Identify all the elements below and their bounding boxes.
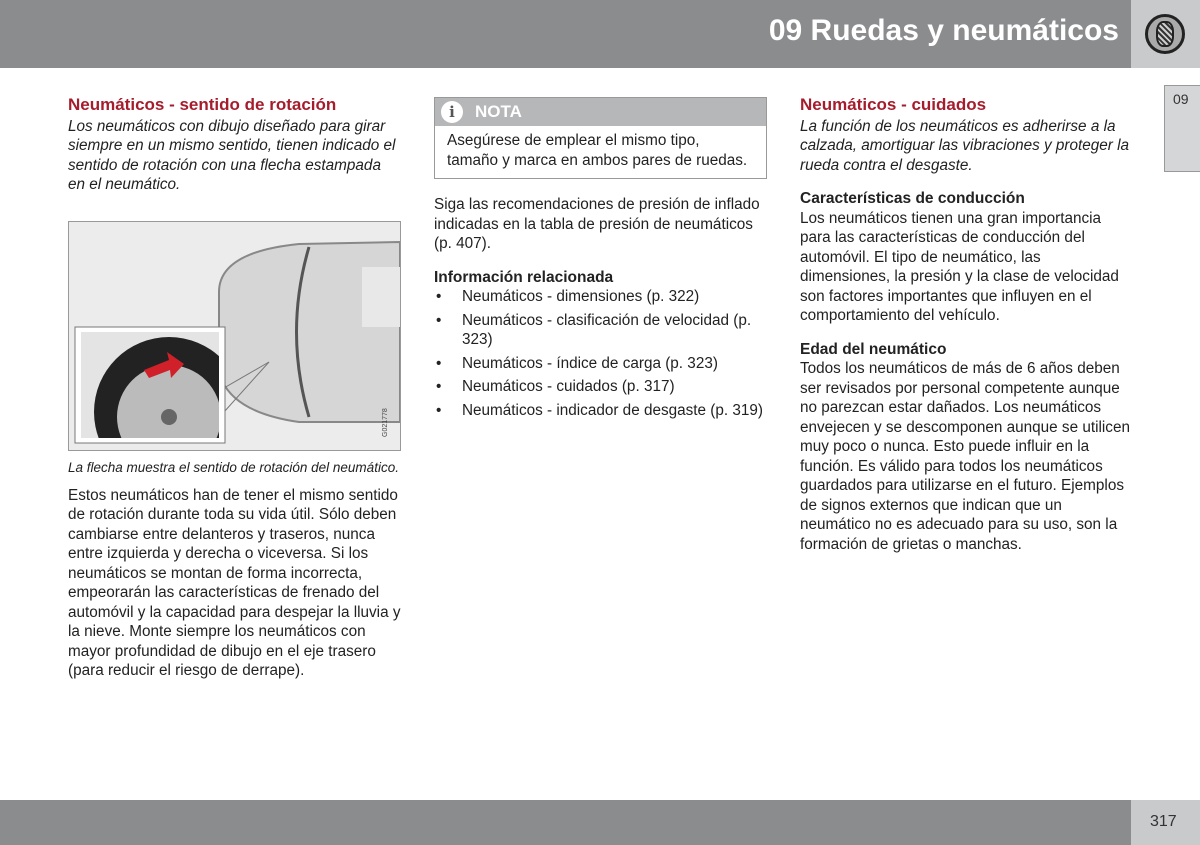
intro-text: Los neumáticos con dibujo diseñado para girar siempre en un mismo sentido, tienen indicado el sentido de rotación con una flecha estampada en el neumático. [68, 117, 396, 193]
body-text: Los neumáticos tienen una gran importancia para las características de conducción del automóvil. El tipo de neumático, las dimensiones, la presión y la clase de velocidad son factores importantes que influyen en el comportamiento del vehículo. [800, 209, 1119, 324]
intro-text: La función de los neumáticos es adherirse a la calzada, amortiguar las vibraciones y proteger la rueda contra el desgaste. [800, 117, 1130, 174]
body-text: Todos los neumáticos de más de 6 años deben ser revisados por personal competente aunque no parezcan estar dañados. Los neumáticos envejecen y se descomponen aunque se utilicen muy poco o nunca. Esto puede influir en la función. Es válido para todos los neumáticos guardados para utilizarse en el futuro. Ejemplos de signos externos que indican que un neumático no es adecuado para su uso, son la formación de grietas o manchas. [800, 360, 1130, 553]
car-illustration [69, 222, 400, 450]
chapter-tab: 09 [1164, 85, 1200, 172]
body-text: Siga las recomendaciones de presión de inflado indicadas en la tabla de presión de neumáticos (p. 407). [434, 196, 760, 252]
info-icon: i [441, 101, 463, 123]
related-link[interactable]: • Neumáticos - índice de carga (p. 323) [434, 354, 767, 374]
chapter-icon-panel [1131, 0, 1200, 68]
note-text: Asegúrese de emplear el mismo tipo, tamaño y marca en ambos pares de ruedas. [447, 132, 748, 169]
tire-icon [1145, 14, 1185, 54]
body-text: Estos neumáticos han de tener el mismo sentido de rotación durante toda su vida útil. Sólo deben cambiarse entre delanteros y traseros, nunca entre izquierda y derecha o viceversa. Si los neumáticos se montan de forma incorrecta, empeorarán las características de frenado del automóvil y la capacidad para despejar la lluvia y la nieve. Monte siempre los neumáticos con mayor profundidad de dibujo en el eje trasero (para reducir el riesgo de derrape). [68, 486, 401, 679]
chapter-title: 09 Ruedas y neumáticos [768, 14, 1119, 47]
tire-tread-icon [1156, 21, 1174, 47]
footer-bar [0, 800, 1131, 845]
note-box [434, 97, 767, 179]
subheading: Edad del neumático [800, 340, 947, 358]
figure-code: G021778 [382, 407, 389, 437]
tire-rotation-figure [68, 221, 401, 451]
figure-caption: La flecha muestra el sentido de rotación del neumático. [68, 459, 399, 475]
related-link[interactable]: • Neumáticos - clasificación de velocidad (p. 323) [434, 311, 767, 350]
related-link[interactable]: • Neumáticos - cuidados (p. 317) [434, 377, 767, 397]
page-number: 317 [1131, 800, 1200, 845]
section-heading: Neumáticos - cuidados [800, 95, 987, 114]
column-rotation [68, 95, 401, 681]
related-link[interactable]: • Neumáticos - indicador de desgaste (p. 319) [434, 401, 767, 421]
note-header [435, 98, 766, 126]
subheading: Características de conducción [800, 190, 1025, 207]
column-note [434, 95, 767, 420]
note-title: NOTA [475, 102, 522, 121]
related-heading: Información relacionada [434, 268, 614, 286]
related-link[interactable]: • Neumáticos - dimensiones (p. 322) [434, 287, 767, 307]
chapter-header [0, 0, 1131, 68]
section-heading: Neumáticos - sentido de rotación [68, 95, 337, 114]
column-care [800, 95, 1133, 554]
related-list [434, 287, 767, 420]
